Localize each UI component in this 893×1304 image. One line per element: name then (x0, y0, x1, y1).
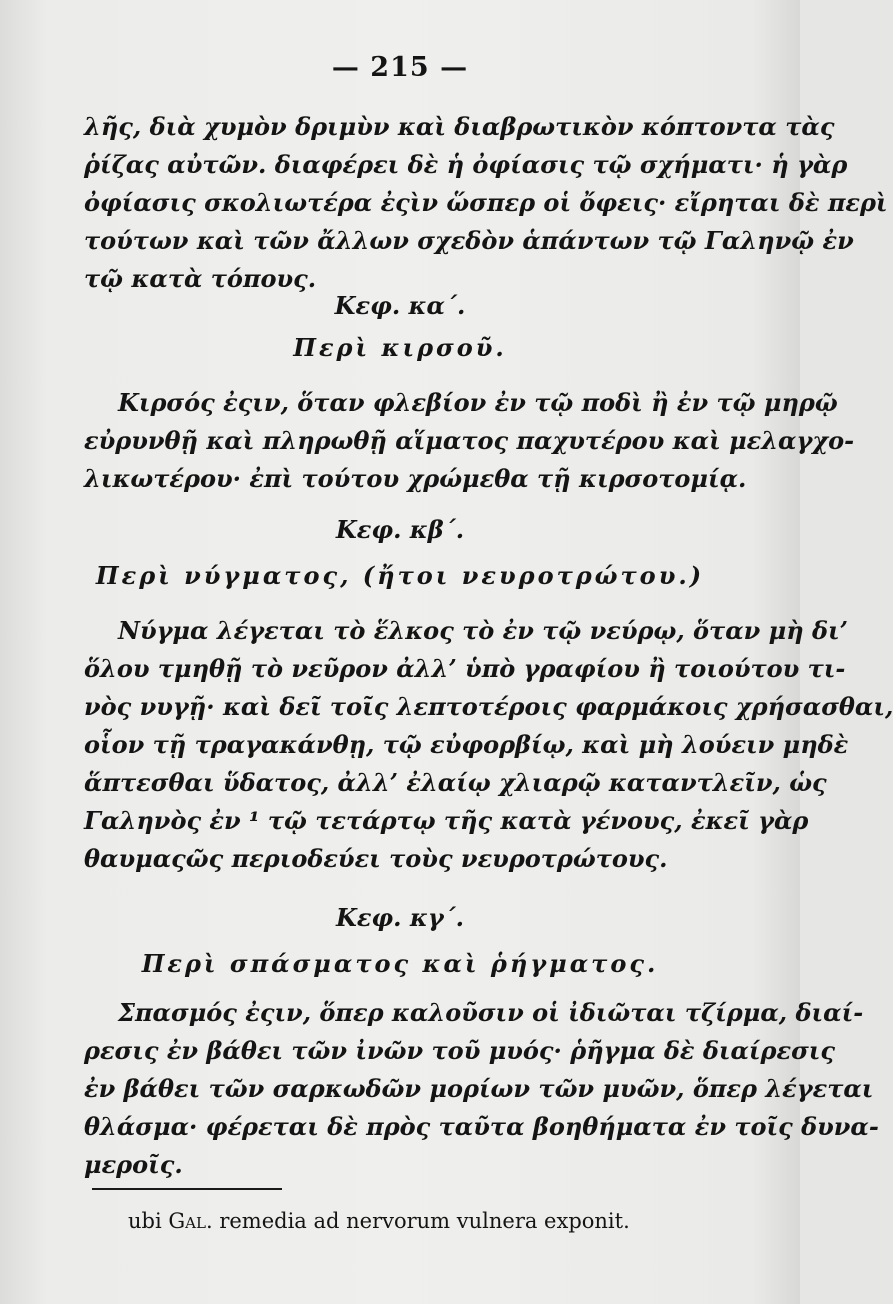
text-line: νὸς νυγῇ· καὶ δεῖ τοῖς λεπτοτέροις φαρμάκοις χρήσασθαι, (84, 692, 893, 721)
text-line: ἅπτεσθαι ὕδατος, ἀλλ’ ἐλαίῳ χλιαρῷ καταντλεῖν, ὡς (84, 768, 827, 797)
chapter-title-nygma: Περὶ νύγματος, (ἤτοι νευροτρώτου.) (95, 561, 705, 590)
chapter-title-kirsos: Περὶ κιρσοῦ. (293, 333, 507, 362)
text-line: θαυμαςῶς περιοδεύει τοὺς νευροτρώτους. (84, 844, 668, 873)
text-line: θλάσμα· φέρεται δὲ πρὸς ταῦτα βοηθήματα ἐν τοῖς δυνα- (84, 1112, 879, 1141)
text-line: μεροῖς. (84, 1150, 183, 1179)
footnote-text-post: remedia ad nervorum vulnera exponit. (219, 1209, 630, 1233)
footnote-text-pre: ubi (128, 1209, 162, 1233)
text-line: ὅλου τμηθῇ τὸ νεῦρον ἀλλ’ ὑπὸ γραφίου ἢ τοιούτου τι- (84, 654, 846, 683)
text-line: ῥίζας αὐτῶν. διαφέρει δὲ ἡ ὀφίασις τῷ σχήματι· ἡ γὰρ (84, 150, 848, 179)
text-line: ρεσις ἐν βάθει τῶν ἰνῶν τοῦ μυός· ῥῆγμα δὲ διαίρεσις (84, 1036, 836, 1065)
text-line: ἐν βάθει τῶν σαρκωδῶν μορίων τῶν μυῶν, ὅπερ λέγεται (84, 1074, 874, 1103)
chapter-number-21: Κεφ. κα΄. (334, 291, 466, 320)
chapter-number-22: Κεφ. κβ΄. (335, 515, 465, 544)
text-line: λικωτέρου· ἐπὶ τούτου χρώμεθα τῇ κιρσοτομίᾳ. (84, 464, 747, 493)
paragraph-spasma (84, 994, 879, 1184)
footnote (128, 1206, 748, 1236)
chapter-title-spasma: Περὶ σπάσματος καὶ ῥήγματος. (141, 949, 659, 978)
text-line: ὀφίασις σκολιωτέρα ἐςὶν ὥσπερ οἱ ὄφεις· εἴρηται δὲ περὶ (84, 188, 888, 217)
text-line: τῷ κατὰ τόπους. (84, 264, 317, 293)
text-line: Κιρσός ἐςιν, ὅταν φλεβίον ἐν τῷ ποδὶ ἢ ἐν τῷ μηρῷ (118, 388, 838, 417)
text-line: Γαληνὸς ἐν ¹ τῷ τετάρτῳ τῆς κατὰ γένους, ἐκεῖ γὰρ (84, 806, 809, 835)
text-line: εὐρυνθῇ καὶ πληρωθῇ αἵματος παχυτέρου καὶ μελαγχο- (84, 426, 855, 455)
page-number: — 215 — (331, 52, 469, 83)
text-line: οἷον τῇ τραγακάνθῃ, τῷ εὐφορβίῳ, καὶ μὴ λούειν μηδὲ (84, 730, 849, 759)
paragraph-ophiasis (84, 108, 888, 298)
footnote-divider (92, 1188, 282, 1190)
chapter-number-23: Κεφ. κγ΄. (335, 903, 465, 932)
paragraph-kirsos (84, 384, 855, 498)
text-line: Νύγμα λέγεται τὸ ἕλκος τὸ ἐν τῷ νεύρῳ, ὅταν μὴ δι’ (118, 616, 849, 645)
text-line: λῆς, διὰ χυμὸν δριμὺν καὶ διαβρωτικὸν κόπτοντα τὰς (84, 112, 835, 141)
footnote-author-abbrev: Gal. (168, 1209, 213, 1233)
text-line: Σπασμός ἐςιν, ὅπερ καλοῦσιν οἱ ἰδιῶται τζίρμα, διαί- (118, 998, 864, 1027)
text-line: τούτων καὶ τῶν ἄλλων σχεδὸν ἁπάντων τῷ Γαληνῷ ἐν (84, 226, 854, 255)
paragraph-nygma (84, 612, 893, 878)
